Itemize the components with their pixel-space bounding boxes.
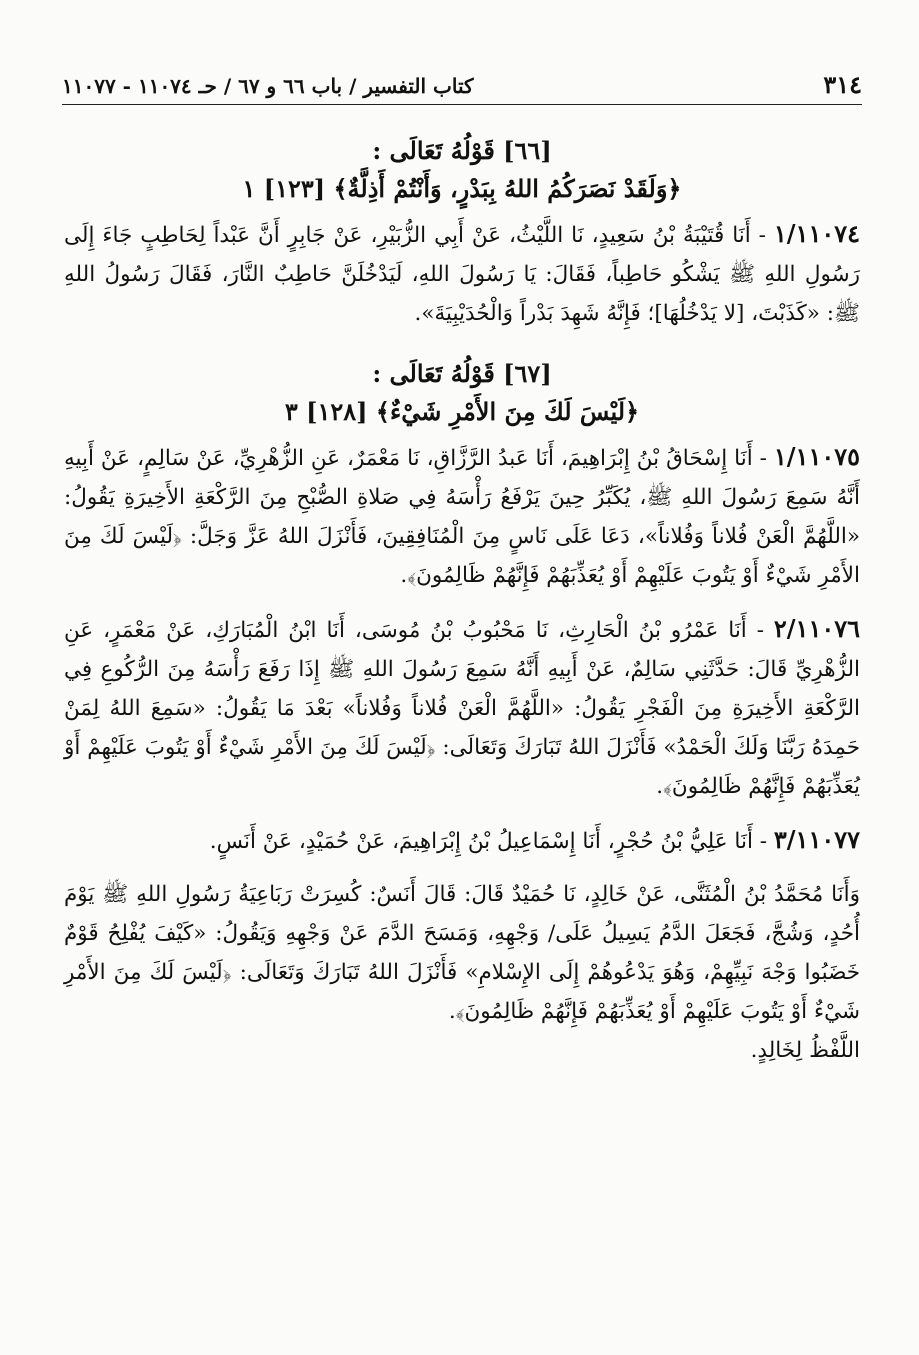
section-heading-67: [٦٧] قَوْلُهُ تَعَالَى : [372, 359, 552, 388]
verse-heading-67: ﴿لَيْسَ لَكَ مِنَ الأَمْرِ شَيْءٌ﴾ [١٢٨] ٣ [284, 397, 640, 426]
hadith-text: - أَنَا قُتَيْبَةُ بْنُ سَعِيدٍ، نَا اللَّيْثُ، عَنْ أَبِي الزُّبَيْرِ، عَنْ جَابِرٍ أَنَّ عَبْداً لِحَاطِبٍ جَاءَ إِلَى رَسُولِ اللهِ ﷺ يَشْكُو حَاطِباً، فَقَالَ: يَا رَسُولَ اللهِ، لَيَدْخُلَنَّ حَاطِبٌ النَّارَ، فَقَالَ رَسُولُ اللهِ ﷺ: «كَذَبْتَ، [لا يَدْخُلُهَا]؛ فَإِنَّهُ شَهِدَ بَدْراً وَالْحُدَيْبِيَةَ». [64, 223, 860, 326]
hadith-number: ١/١١٠٧٤ [773, 219, 860, 248]
page-number: ٣١٤ [823, 70, 862, 99]
hadith-number: ١/١١٠٧٥ [773, 442, 860, 471]
hadith-11074 [64, 214, 860, 333]
page-header [62, 62, 862, 112]
page-body [64, 132, 860, 1070]
hadith-continuation: وَأَنَا مُحَمَّدُ بْنُ الْمُثَنَّى، عَنْ خَالِدٍ، نَا حُمَيْدٌ قَالَ: قَالَ أَنَسٌ: كُسِرَتْ رَبَاعِيَةُ رَسُولِ اللهِ ﷺ يَوْمَ أُحُدٍ، وَشُجَّ، فَجَعَلَ الدَّمُ يَسِيلُ عَلَى/ وَجْهِهِ، وَمَسَحَ الدَّمَ عَنْ وَجْهِهِ وَيَقُولُ: «كَيْفَ يُفْلِحُ قَوْمٌ خَضَبُوا وَجْهَ نَبِيِّهِمْ، وَهُوَ يَدْعُوهُمْ إِلَى الإِسْلامِ» فَأَنْزَلَ اللهُ تَبَارَكَ وَتَعَالَى: ﴿لَيْسَ لَكَ مِنَ الأَمْرِ شَيْءٌ أَوْ يَتُوبَ عَلَيْهِمْ أَوْ يُعَذِّبَهُمْ فَإِنَّهُمْ ظَالِمُونَ﴾. [64, 882, 860, 1024]
hadith-11077 [64, 820, 860, 861]
hadith-text: - أَنَا عَمْرُو بْنُ الْحَارِثِ، نَا مَحْبُوبُ بْنُ مُوسَى، أَنَا ابْنُ الْمُبَارَكِ، عَنْ مَعْمَرٍ، عَنِ الزُّهْرِيِّ قَالَ: حَدَّثَنِي سَالِمٌ، عَنْ أَبِيهِ أَنَّهُ سَمِعَ رَسُولَ اللهِ ﷺ إِذَا رَفَعَ رَأْسَهُ مِنَ الرُّكُوعِ فِي الرَّكْعَةِ الأَخِيرَةِ مِنَ الْفَجْرِ يَقُولُ: «اللَّهُمَّ الْعَنْ فُلاناً وَفُلاناً» بَعْدَ مَا يَقُولُ: «سَمِعَ اللهُ لِمَنْ حَمِدَهُ رَبَّنَا وَلَكَ الْحَمْدُ» فَأَنْزَلَ اللهُ تَبَارَكَ وَتَعَالَى: ﴿لَيْسَ لَكَ مِنَ الأَمْرِ شَيْءٌ أَوْ يَتُوبَ عَلَيْهِمْ أَوْ يُعَذِّبَهُمْ فَإِنَّهُمْ ظَالِمُونَ﴾. [64, 618, 860, 799]
hadith-11076 [64, 609, 860, 806]
hadith-number: ٢/١١٠٧٦ [773, 614, 860, 643]
hadith-text: - أَنَا إِسْحَاقُ بْنُ إِبْرَاهِيمَ، أَنَا عَبدُ الرَّزَّاقِ، نَا مَعْمَرٌ، عَنِ الزُّهْرِيِّ، عَنْ سَالِمٍ، عَنْ أَبِيهِ أَنَّهُ سَمِعَ رَسُولَ اللهِ ﷺ، يُكَبِّرُ حِينَ يَرْفَعُ رَأْسَهُ فِي صَلاةِ الصُّبْحِ مِنَ الرَّكْعَةِ الأَخِيرَةِ يَقُولُ: «اللَّهُمَّ الْعَنْ فُلاناً وَفُلاناً»، دَعَا عَلَى نَاسٍ مِنَ الْمُنَافِقِينَ، فَأَنْزَلَ اللهُ عَزَّ وَجَلَّ: ﴿لَيْسَ لَكَ مِنَ الأَمْرِ شَيْءٌ أَوْ يَتُوبَ عَلَيْهِمْ أَوْ يُعَذِّبَهُمْ فَإِنَّهُمْ ظَالِمُونَ﴾. [64, 446, 860, 588]
verse-heading-66: ﴿وَلَقَدْ نَصَرَكُمُ اللهُ بِبَدْرٍ، وَأَنْتُمْ أَذِلَّةٌ﴾ [١٢٣] ١ [242, 174, 682, 203]
section-spacer [64, 333, 860, 355]
hadith-number: ٣/١١٠٧٧ [773, 825, 860, 854]
hadith-11075 [64, 437, 860, 595]
closing-note: اللَّفْظُ لِخَالِدٍ. [750, 1038, 860, 1063]
hadith-text: - أَنَا عَلِيُّ بْنُ حُجْرٍ، أَنَا إِسْمَاعِيلُ بْنُ إِبْرَاهِيمَ، عَنْ حُمَيْدٍ، عَنْ أَنَسٍ. [209, 829, 768, 854]
section-heading-66: [٦٦] قَوْلُهُ تَعَالَى : [372, 136, 552, 165]
running-title: كتاب التفسير / باب ٦٦ و ٦٧ / حـ ١١٠٧٤ - ١١٠٧٧ [62, 74, 474, 98]
header-rule [62, 104, 862, 105]
